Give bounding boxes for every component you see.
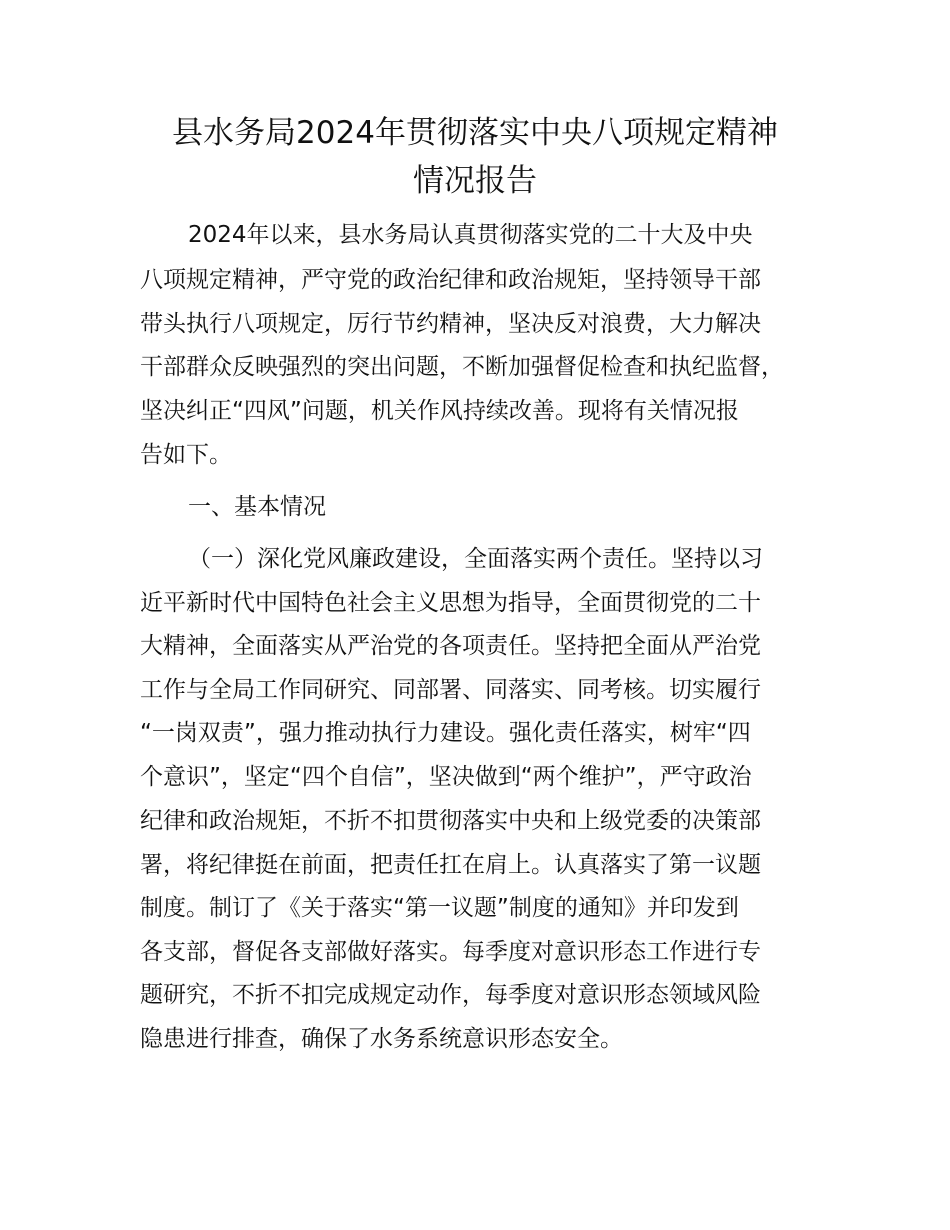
document-title-line-2: 情况报告 [413, 163, 537, 199]
intro-line: 八项规定精神，严守党的政治纪律和政治规矩，坚持领导干部 [140, 267, 761, 293]
document-title-line-1: 县水务局2024年贯彻落实中央八项规定精神 [172, 115, 778, 151]
paragraph-line: 各支部，督促各支部做好落实。每季度对意识形态工作进行专 [140, 939, 761, 965]
paragraph-line: 近平新时代中国特色社会主义思想为指导，全面贯彻党的二十 [140, 590, 761, 616]
paragraph-line: 纪律和政治规矩，不折不扣贯彻落实中央和上级党委的决策部 [140, 808, 761, 834]
paragraph-line: 题研究，不折不扣完成规定动作，每季度对意识形态领域风险 [140, 982, 761, 1008]
intro-line: 干部群众反映强烈的突出问题，不断加强督促检查和执纪监督， [140, 354, 784, 380]
paragraph-line: 隐患进行排查，确保了水务系统意识形态安全。 [140, 1026, 623, 1052]
paragraph-line: 个意识”，坚定“四个自信”，坚决做到“两个维护”，严守政治 [140, 764, 752, 790]
paragraph-line: 工作与全局工作同研究、同部署、同落实、同考核。切实履行 [140, 677, 761, 703]
paragraph-line: 大精神，全面落实从严治党的各项责任。坚持把全面从严治党 [140, 633, 761, 659]
paragraph-line: 署，将纪律挺在前面，把责任扛在肩上。认真落实了第一议题 [140, 852, 761, 878]
paragraph-line: 制度。制订了《关于落实“第一议题”制度的通知》并印发到 [140, 895, 739, 921]
intro-line: 带头执行八项规定，厉行节约精神，坚决反对浪费，大力解决 [140, 311, 761, 337]
intro-line: 坚决纠正“四风”问题，机关作风持续改善。现将有关情况报 [140, 398, 739, 424]
intro-line: 告如下。 [140, 442, 232, 468]
section-heading: 一、基本情况 [188, 494, 326, 520]
paragraph-line: “一岗双责”，强力推动执行力建设。强化责任落实，树牢“四 [140, 720, 751, 746]
intro-line: 2024年以来，县水务局认真贯彻落实党的二十大及中央 [188, 222, 753, 248]
paragraph-line: （一）深化党风廉政建设，全面落实两个责任。坚持以习 [188, 546, 763, 572]
